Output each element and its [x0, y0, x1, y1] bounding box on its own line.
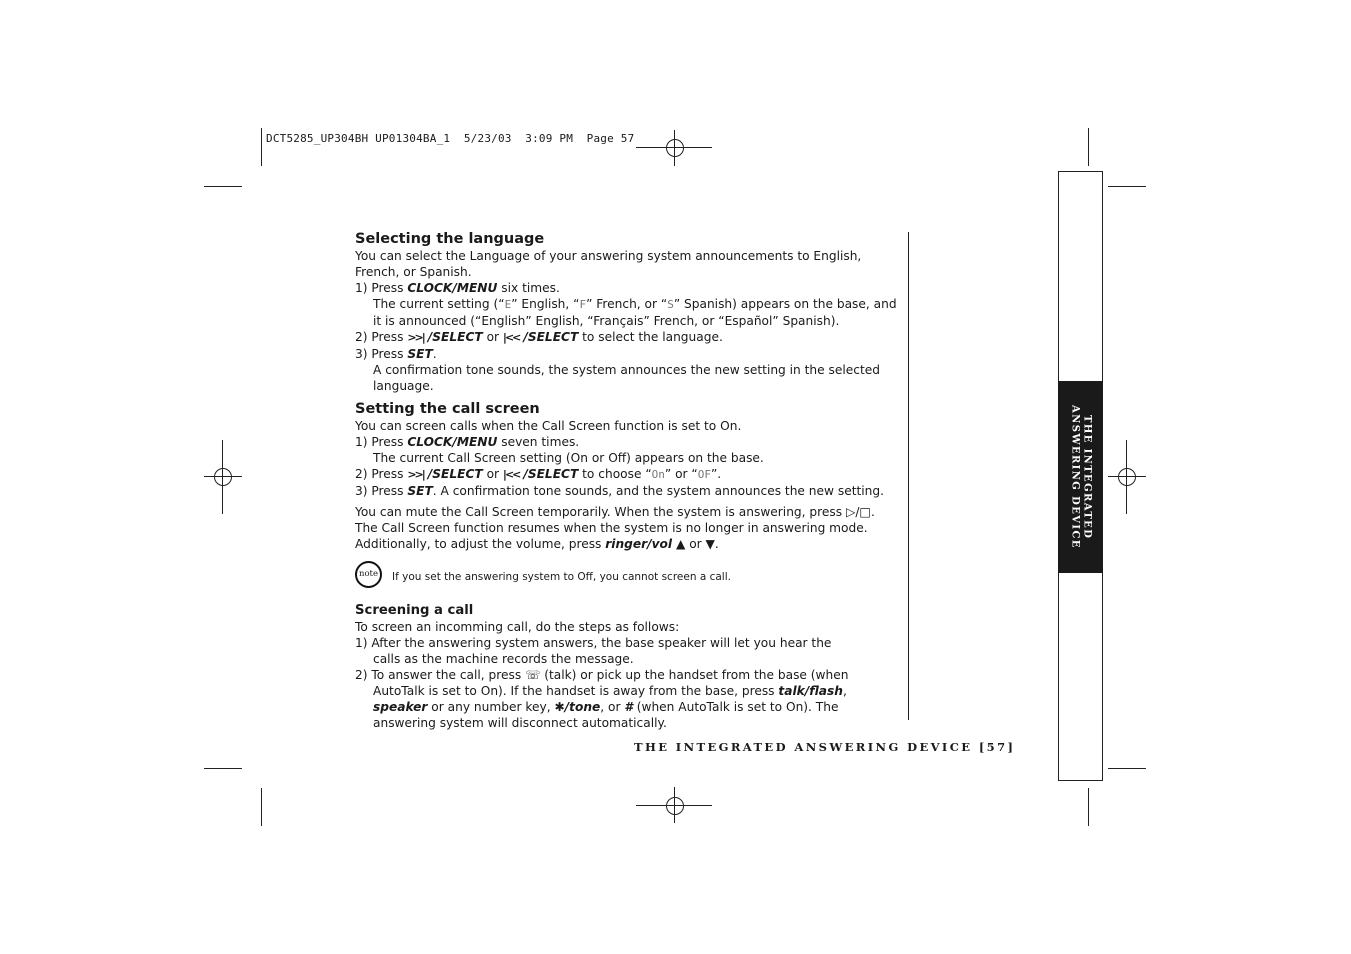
skip-forward-icon: >>| [407, 331, 424, 344]
section-heading-screening: Screening a call [355, 603, 474, 618]
language-step-3: 3) Press SET. [355, 347, 437, 361]
skip-forward-icon: >>| [407, 468, 424, 481]
registration-line [1108, 476, 1146, 477]
registration-line [204, 476, 242, 477]
call-screen-step-1-detail: The current Call Screen setting (On or Off) appears on the base. [373, 451, 764, 465]
call-screen-step-1: 1) Press CLOCK/MENU seven times. [355, 435, 580, 449]
page-footer: THE INTEGRATED ANSWERING DEVICE [57] [634, 740, 1016, 754]
note-icon: note [355, 561, 382, 588]
crop-mark [204, 768, 242, 769]
skip-back-icon: |<< [502, 331, 520, 344]
call-screen-mute-paragraph: You can mute the Call Screen temporarily. When the system is answering, press ▷/□. The Call Screen function resumes when the system is no longer in answering mode. Additionally, to adjust the volume, press ringer/vol ▲ or ▼. [355, 505, 875, 551]
screening-step-1: 1) After the answering system answers, the base speaker will let you hear the calls as the machine records the message. [355, 636, 832, 666]
skip-back-icon: |<< [502, 468, 520, 481]
registration-line [222, 440, 223, 514]
language-step-1: 1) Press CLOCK/MENU six times. [355, 281, 560, 295]
talk-icon: ☏ [525, 668, 541, 682]
crop-mark [1088, 128, 1089, 166]
crop-mark [1108, 186, 1146, 187]
call-screen-step-3: 3) Press SET. A confirmation tone sounds, and the system announces the new setting. [355, 484, 884, 498]
registration-target-icon [666, 797, 684, 815]
play-stop-icon: ▷/□ [845, 505, 871, 519]
registration-target-icon [1118, 468, 1136, 486]
registration-line [1126, 440, 1127, 514]
note-text: If you set the answering system to Off, you cannot screen a call. [392, 571, 731, 583]
registration-line [674, 787, 675, 823]
section-heading-call-screen: Setting the call screen [355, 401, 540, 417]
language-step-1-detail: The current setting (“E” English, “F” French, or “S” Spanish) appears on the base, and it is announced (“English” English, “Français” French, or “Español” Spanish). [373, 297, 897, 328]
print-slug: DCT5285_UP304BH UP01304BA_1 5/23/03 3:09 PM Page 57 [266, 132, 635, 145]
crop-mark [261, 128, 262, 166]
registration-target-icon [666, 139, 684, 157]
note-callout [355, 558, 900, 590]
side-tab-label: THE INTEGRATED ANSWERING DEVICE [1069, 405, 1093, 549]
main-content [355, 230, 900, 731]
registration-line [674, 130, 675, 166]
star-icon: ✱ [554, 700, 565, 714]
crop-mark [1088, 788, 1089, 826]
crop-mark [1108, 768, 1146, 769]
call-screen-intro: You can screen calls when the Call Screen function is set to On. [355, 419, 742, 433]
crop-mark [204, 186, 242, 187]
language-step-2: 2) Press >>| /SELECT or |<< /SELECT to select the language. [355, 330, 723, 344]
column-rule [908, 232, 909, 720]
language-intro: You can select the Language of your answering system announcements to English, French, or Spanish. [355, 249, 862, 279]
language-step-3-detail: A confirmation tone sounds, the system announces the new setting in the selected language. [373, 363, 880, 393]
call-screen-step-2: 2) Press >>| /SELECT or |<< /SELECT to choose “On” or “OF”. [355, 467, 722, 481]
registration-target-icon [214, 468, 232, 486]
section-heading-language: Selecting the language [355, 231, 545, 247]
screening-intro: To screen an incomming call, do the steps as follows: [355, 620, 680, 634]
screening-step-2: 2) To answer the call, press ☏ (talk) or pick up the handset from the base (when AutoTalk is set to On). If the handset is away from the base, press talk/flash, speaker or any number key, ✱/tone, or # (when AutoTalk is set to On). The answering system will disconnect automatically. [355, 668, 849, 730]
crop-mark [261, 788, 262, 826]
